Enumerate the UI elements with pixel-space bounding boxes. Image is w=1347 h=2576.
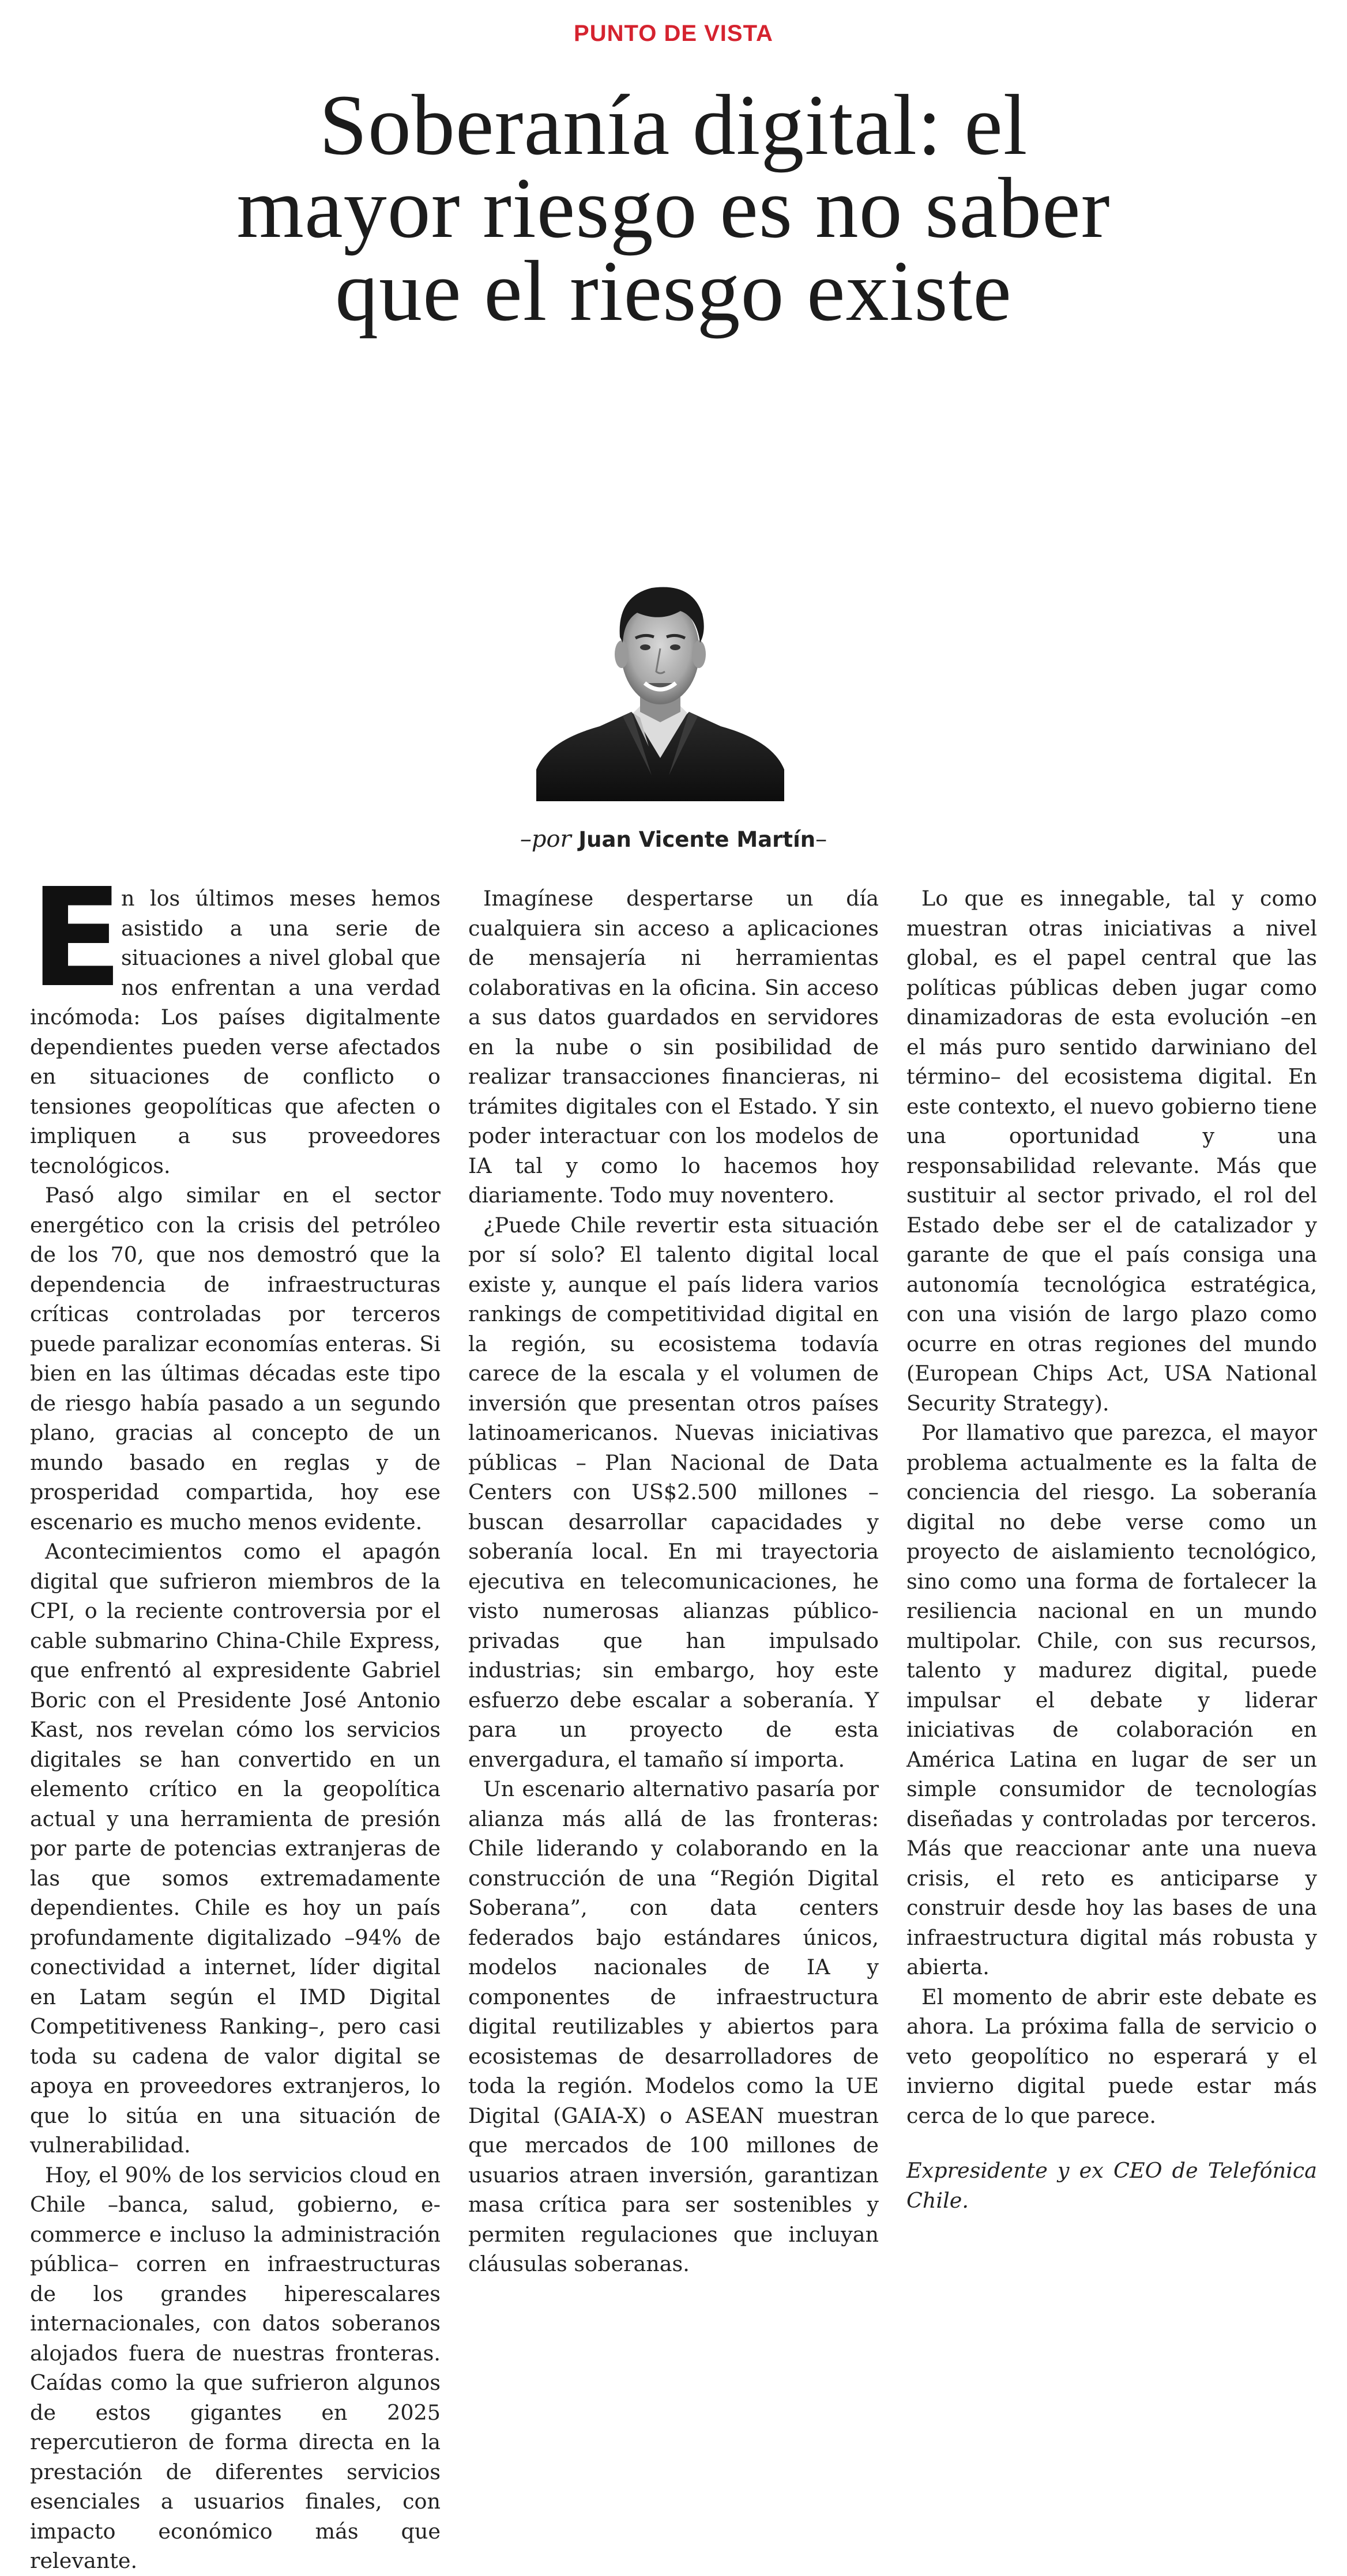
byline-suffix: –: [815, 826, 827, 853]
article-paragraph: E n los últimos meses hemos asistido a una serie de situaciones a nivel global que nos enfrentan a una verdad incómoda: Los países digitalmente dependientes pueden verse afectados en situaciones de conflicto o tensiones geopolíticas que afecten o impliquen a sus proveedores tecnológicos.: [30, 859, 441, 1178]
article-paragraph: Lo que es innegable, tal y como muestran otras iniciativas a nivel global, es el papel central que las políticas públicas deben jugar como dinamizadoras de esta evolución –en el más puro sentido darwiniano del término– del ecosistema digital. En este contexto, el nuevo gobierno tiene una oportunidad y una responsabilidad relevante. Más que sustituir al sector privado, el rol del Estado debe ser el de catalizador y garante de que el país consiga una autonomía tecnológica estratégica, con una visión de largo plazo como ocurre en otras regiones del mundo (European Chips Act, USA National Security Strategy).: [906, 886, 1317, 1416]
article-paragraph: Imagínese despertarse un día cualquiera sin acceso a aplicaciones de mensajería ni herramientas colaborativas en la oficina. Sin acceso a sus datos guardados en servidores en la nube o sin posibilidad de realizar transacciones financieras, ni trámites digitales con el Estado. Y sin poder interactuar con los modelos de IA tal y como lo hacemos hoy diariamente. Todo muy noventero.: [468, 886, 879, 1208]
article-paragraph: Acontecimientos como el apagón digital que sufrieron miembros de la CPI, o la reciente controversia por el cable submarino China-Chile Express, que enfrentó al expresidente Gabriel Boric con el Presidente José Antonio Kast, nos revelan cómo los servicios digitales se han convertido en un elemento crítico en la geopolítica actual y una herramienta de presión por parte de potencias extranjeras de las que somos extremadamente dependientes. Chile es hoy un país profundamente digitalizado –94% de conectividad a internet, líder digital en Latam según el IMD Digital Competitiveness Ranking–, pero casi toda su cadena de valor digital se apoya en proveedores extranjeros, lo que lo sitúa en una situación de vulnerabilidad.: [30, 1539, 441, 2158]
article-column-1: [30, 859, 441, 2576]
author-photo: [536, 568, 784, 801]
drop-cap: E: [30, 859, 123, 1017]
byline-author: Juan Vicente Martín: [578, 827, 816, 852]
article-paragraph: El momento de abrir este debate es ahora. La próxima falla de servicio o veto geopolítico no esperará y el invierno digital puede estar más cerca de lo que parece.: [906, 1984, 1317, 2128]
author-signature: Expresidente y ex CEO de Telefónica Chile.: [906, 2158, 1317, 2213]
article-paragraph: Un escenario alternativo pasaría por alianza más allá de las fronteras: Chile liderando y colaborando en la construcción de una “Región Digital Soberana”, con data centers federados bajo estándares únicos, modelos nacionales de IA y componentes de infraestructura digital reutilizables y abiertos para ecosistemas de desarrolladores de toda la región. Modelos como la UE Digital (GAIA-X) o ASEAN muestran que mercados de 100 millones de usuarios atraen inversión, garantizan masa crítica para ser sostenibles y permiten regulaciones que incluyan cláusulas soberanas.: [468, 1777, 879, 2276]
byline: [0, 826, 1347, 853]
article-paragraph: Pasó algo similar en el sector energético con la crisis del petróleo de los 70, que nos demostró que la dependencia de infraestructuras críticas controladas por terceros puede paralizar economías enteras. Si bien en las últimas décadas este tipo de riesgo había pasado a un segundo plano, gracias al concepto de un mundo basado en reglas y de prosperidad compartida, hoy ese escenario es mucho menos evidente.: [30, 1183, 441, 1534]
article-paragraph: ¿Puede Chile revertir esta situación por sí solo? El talento digital local existe y, aunque el país lidera varios rankings de competitividad digital en la región, su ecosistema todavía carece de la escala y el volumen de inversión que presentan otros países latinoamericanos. Nuevas iniciativas públicas – Plan Nacional de Data Centers con US$2.500 millones – buscan desarrollar capacidades y soberanía local. En mi trayectoria ejecutiva en telecomunicaciones, he visto numerosas alianzas público-privadas que han impulsado industrias; sin embargo, hoy este esfuerzo debe escalar a soberanía. Y para un proyecto de esta envergadura, el tamaño sí importa.: [468, 1212, 879, 1772]
author-portrait-image: [536, 568, 784, 801]
article-paragraph: Hoy, el 90% de los servicios cloud en Chile –banca, salud, gobierno, e-commerce e incluso la administración pública– corren en infraestructuras de los grandes hiperescalares internacionales, con datos soberanos alojados fuera de nuestras fronteras. Caídas como la que sufrieron algunos de estos gigantes en 2025 repercutieron de forma directa en la prestación de diferentes servicios esenciales a usuarios finales, con impacto económico más que relevante.: [30, 2162, 441, 2573]
headline: Soberanía digital: el mayor riesgo es no saber que el riesgo existe: [236, 77, 1111, 339]
byline-prefix: –por: [520, 826, 579, 853]
section-label: PUNTO DE VISTA: [574, 21, 773, 46]
article-paragraph: Por llamativo que parezca, el mayor problema actualmente es la falta de conciencia del riesgo. La soberanía digital no debe verse como un proyecto de aislamiento tecnológico, sino como una forma de fortalecer la resiliencia nacional en un mundo multipolar. Chile, con sus recursos, talento y madurez digital, puede impulsar el debate y liderar iniciativas de colaboración en América Latina en lugar de ser un simple consumidor de tecnologías diseñadas y controladas por terceros. Más que reaccionar ante una nueva crisis, el reto es anticiparse y construir desde hoy las bases de una infraestructura digital más robusta y abierta.: [906, 1420, 1317, 1979]
article-column-2: [468, 884, 879, 2279]
article-column-3: [906, 884, 1317, 2215]
